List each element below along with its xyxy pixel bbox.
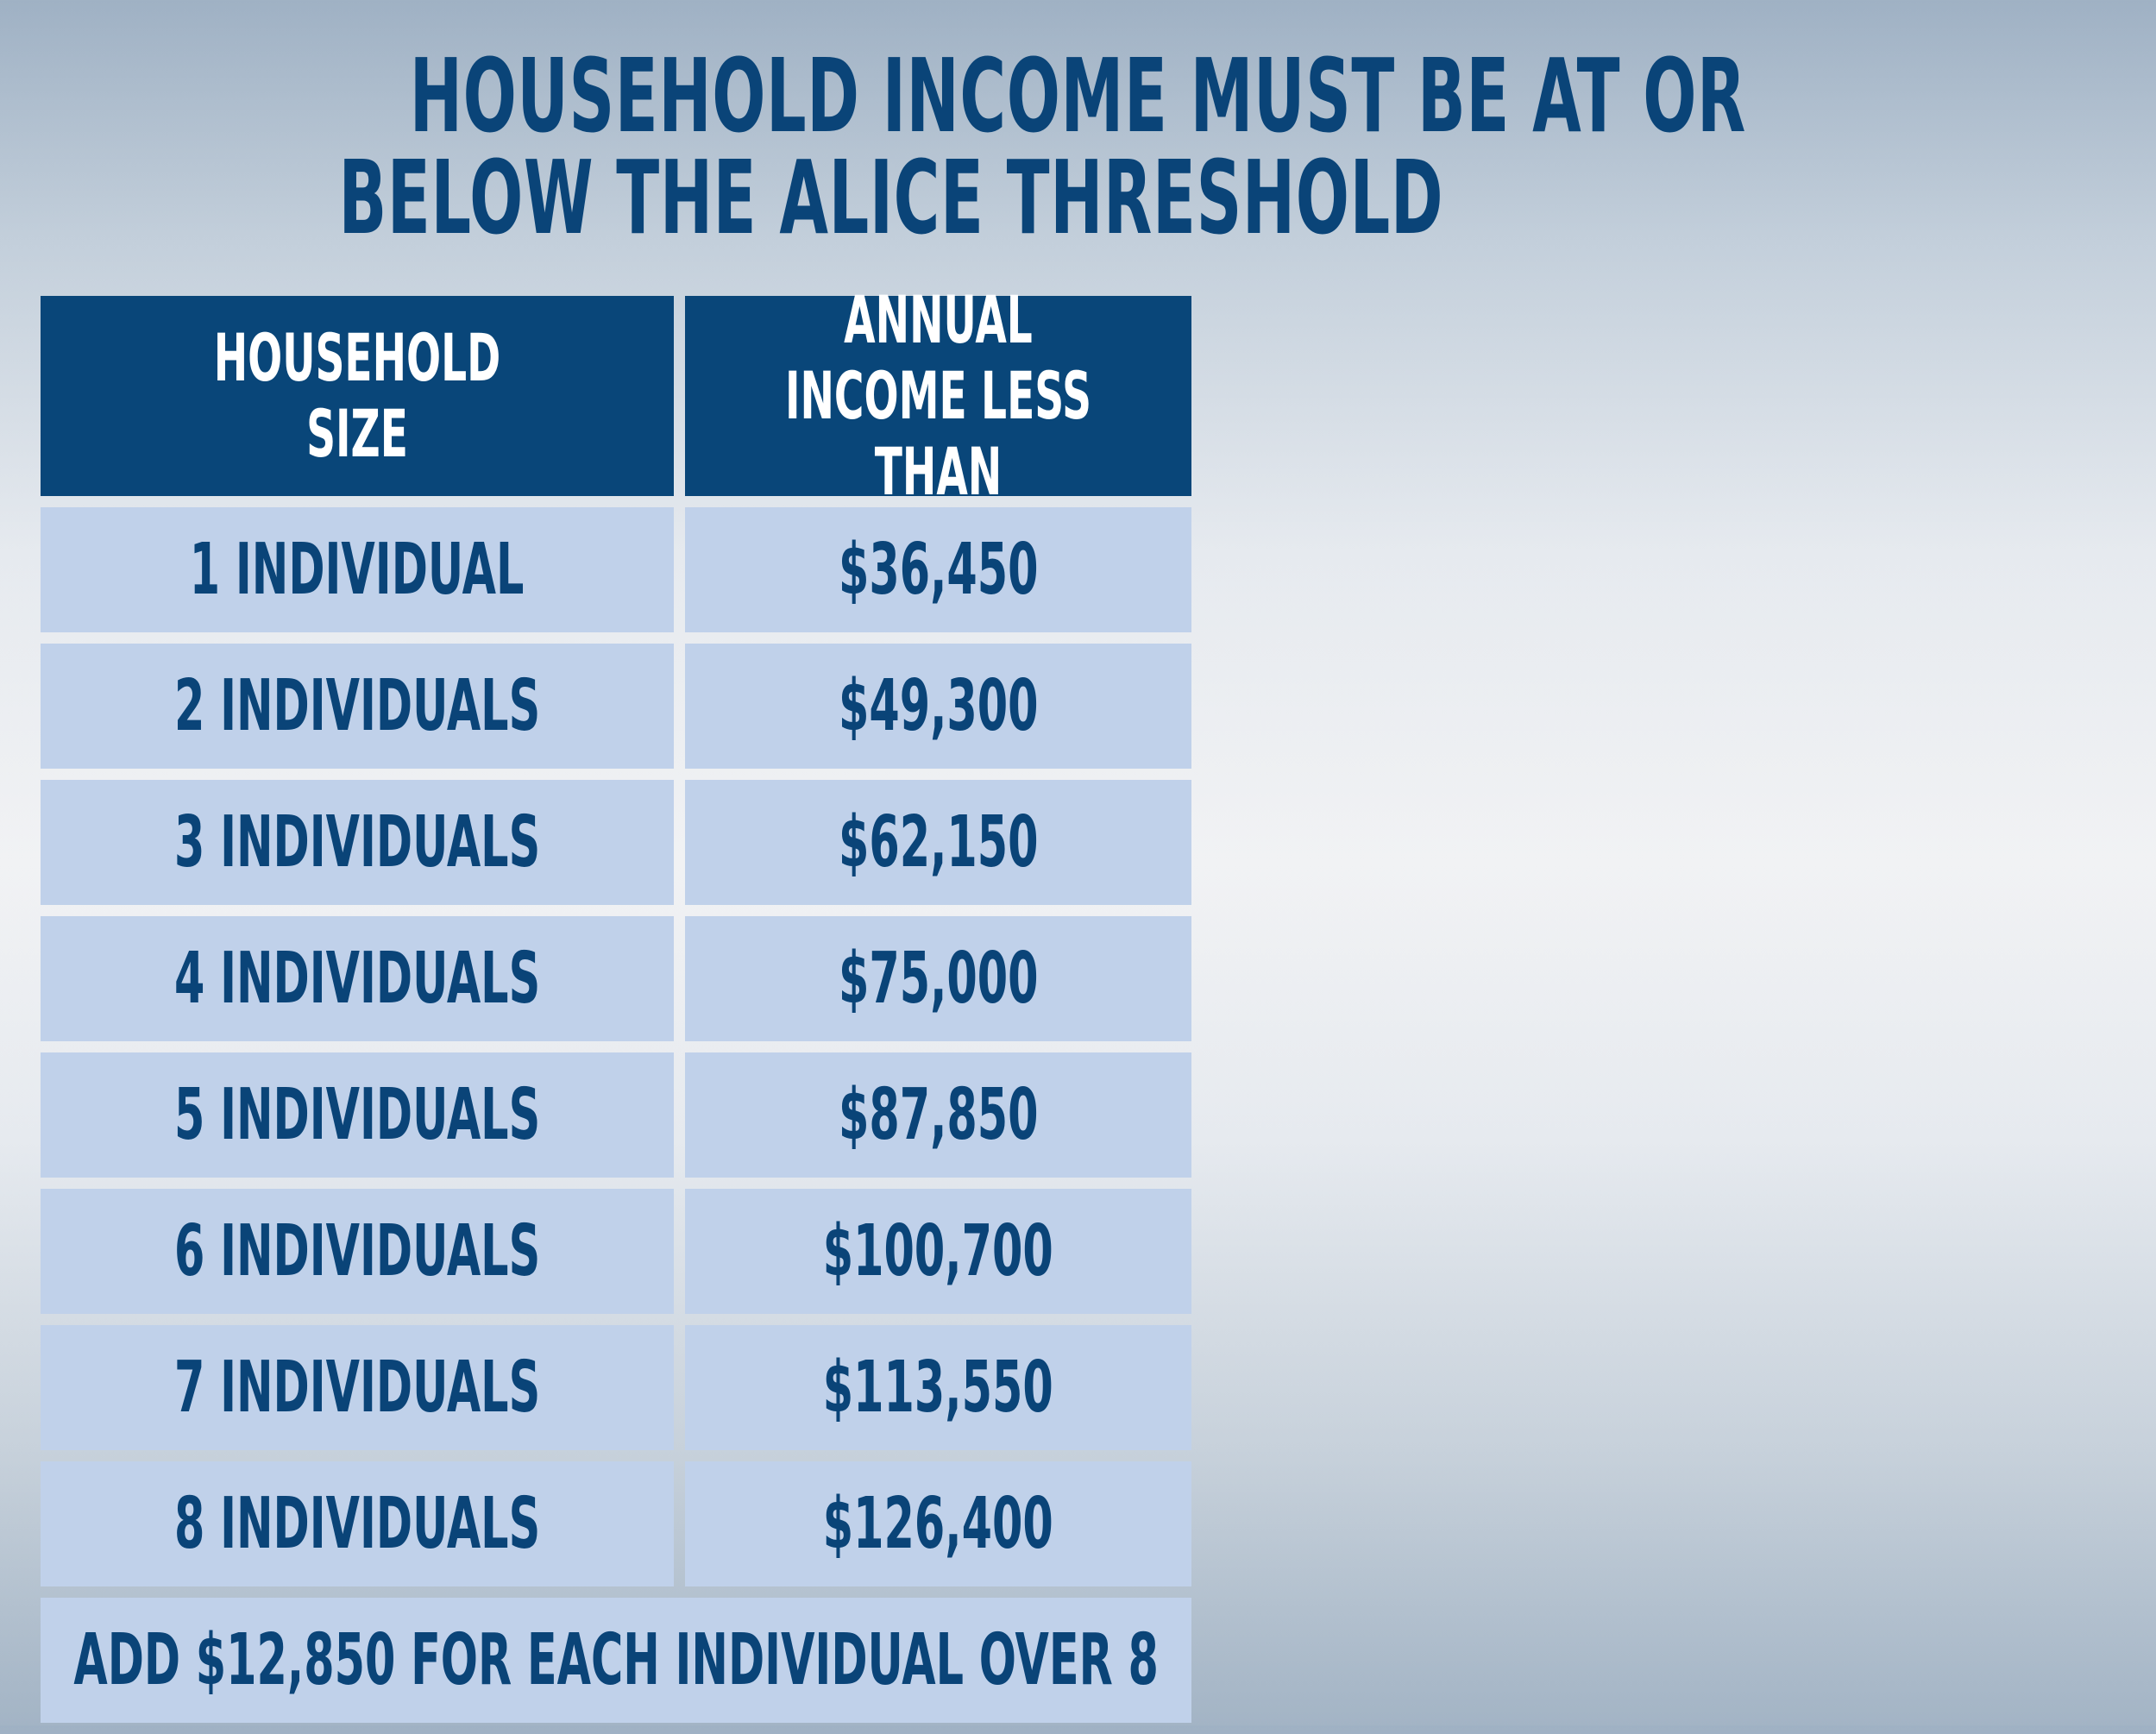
household-size-cell: 7 INDIVIDUALS (41, 1325, 674, 1450)
household-size-cell: 1 INDIVIDUAL (41, 507, 674, 632)
annual-income-cell: $75,000 (685, 916, 1191, 1041)
footer-note: ADD $12,850 FOR EACH INDIVIDUAL OVER 8 (41, 1598, 1191, 1723)
table-row (41, 780, 1191, 905)
annual-income-cell: $36,450 (685, 507, 1191, 632)
table-body (41, 507, 1191, 1586)
household-size-cell: 6 INDIVIDUALS (41, 1189, 674, 1314)
table-row (41, 1461, 1191, 1586)
header-annual-income: ANNUAL INCOME LESS THAN (685, 296, 1191, 496)
household-size-cell: 5 INDIVIDUALS (41, 1052, 674, 1178)
table-row (41, 507, 1191, 632)
household-size-cell: 4 INDIVIDUALS (41, 916, 674, 1041)
annual-income-cell: $113,550 (685, 1325, 1191, 1450)
table-header-row (41, 281, 1191, 510)
household-size-cell: 8 INDIVIDUALS (41, 1461, 674, 1586)
table-row (41, 1325, 1191, 1450)
household-size-cell: 3 INDIVIDUALS (41, 780, 674, 905)
income-threshold-table (41, 281, 1191, 1734)
table-row (41, 916, 1191, 1041)
annual-income-cell: $62,150 (685, 780, 1191, 905)
table-row (41, 644, 1191, 769)
table-row (41, 1189, 1191, 1314)
title-line-1: HOUSEHOLD INCOME MUST BE AT OR (409, 36, 1747, 155)
title-line-2: BELOW THE ALICE THRESHOLD (338, 138, 1444, 257)
page-title (0, 36, 1747, 257)
annual-income-cell: $100,700 (685, 1189, 1191, 1314)
annual-income-cell: $87,850 (685, 1052, 1191, 1178)
annual-income-cell: $126,400 (685, 1461, 1191, 1586)
table-footer-row (41, 1598, 1191, 1723)
annual-income-cell: $49,300 (685, 644, 1191, 769)
header-household-size: HOUSEHOLD SIZE (41, 296, 674, 496)
table-row (41, 1052, 1191, 1178)
household-size-cell: 2 INDIVIDUALS (41, 644, 674, 769)
